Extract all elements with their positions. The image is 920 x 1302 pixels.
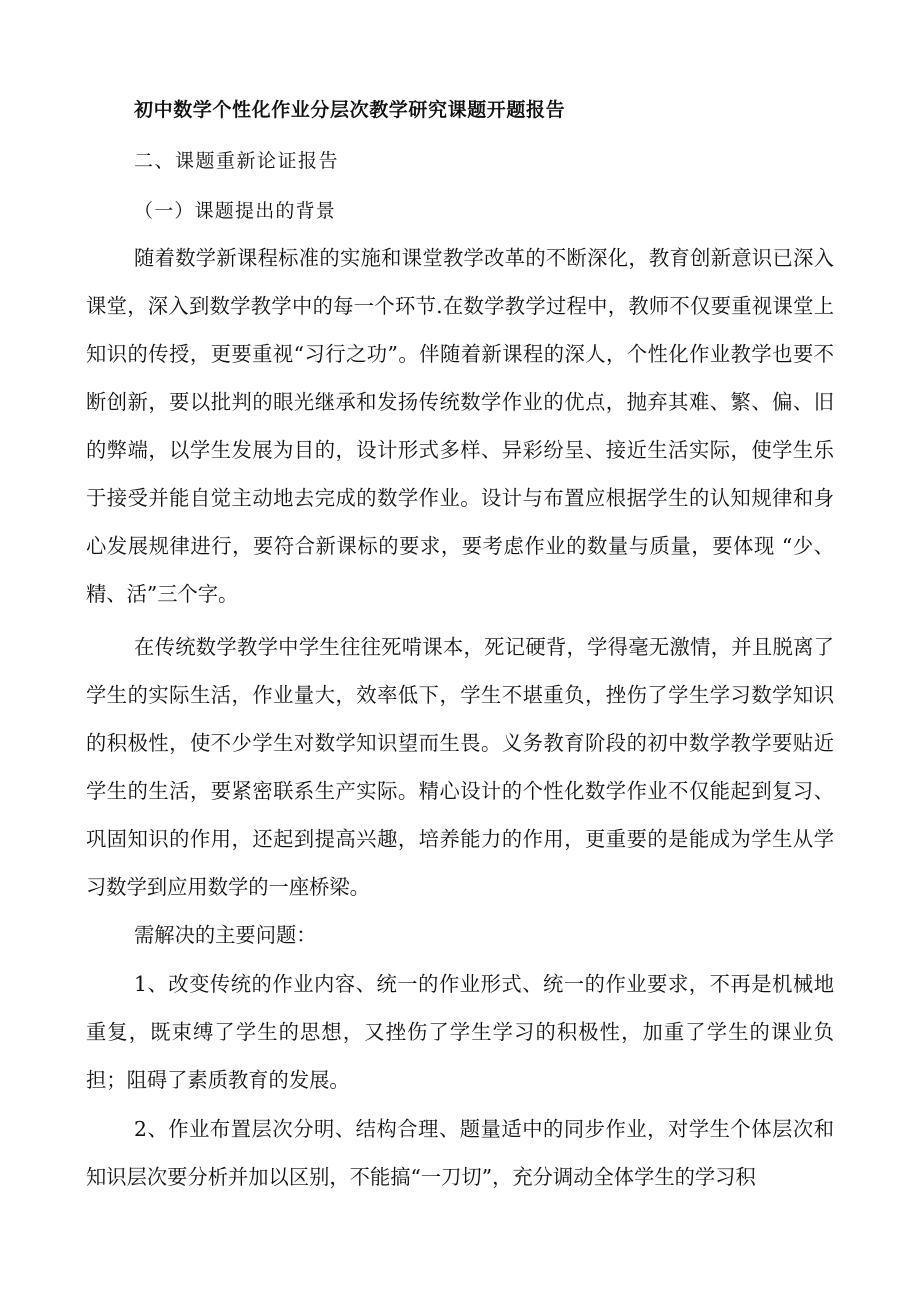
paragraph-background: 随着数学新课程标准的实施和课堂教学改革的不断深化，教育创新意识已深入课堂，深入到数学教学中的每一个环节.在数学教学过程中，教师不仅要重视课堂上知识的传授，更要重视“习行之功”。伴随着新课程的深人，个性化作业教学也要不断创新，要以批判的眼光继承和发扬传统数学作业的优点，抛弃其难、繁、偏、旧的弊端，以学生发展为目的，设计形式多样、异彩纷呈、接近生活实际，使学生乐于接受并能自觉主动地去完成的数学作业。设计与布置应根据学生的认知规律和身心发展规律进行，要符合新课标的要求，要考虑作业的数量与质量，要体现 “少、精、活”三个字。 (86, 246, 834, 606)
section-heading: 二、课题重新论证报告 (134, 150, 340, 172)
paragraph-problem-2: 2、作业布置层次分明、结构合理、题量适中的同步作业，对学生个体层次和知识层次要分析并加以区别，不能搞“一刀切”，充分调动全体学生的学习积 (86, 1117, 834, 1189)
paragraph-main-problems-heading: 需解决的主要问题： (134, 923, 317, 947)
paragraph-traditional-teaching: 在传统数学教学中学生往往死啃课本，死记硬背，学得毫无激情，并且脱离了学生的实际生活，作业量大，效率低下，学生不堪重负，挫伤了学生学习数学知识的积极性，使不少学生对数学知识望而生畏。义务教育阶段的初中数学教学要贴近学生的生活，要紧密联系生产实际。精心设计的个性化数学作业不仅能起到复习、巩固知识的作用，还起到提高兴趣，培养能力的作用，更重要的是能成为学生从学习数学到应用数学的一座桥梁。 (86, 635, 834, 899)
document-title: 初中数学个性化作业分层次教学研究课题开题报告 (134, 99, 566, 121)
subsection-heading: （一）课题提出的背景 (134, 200, 337, 222)
paragraph-problem-1: 1、改变传统的作业内容、统一的作业形式、统一的作业要求，不再是机械地重复，既束缚了学生的思想，又挫伤了学生学习的积极性，加重了学生的课业负担；阻碍了素质教育的发展。 (86, 972, 834, 1092)
